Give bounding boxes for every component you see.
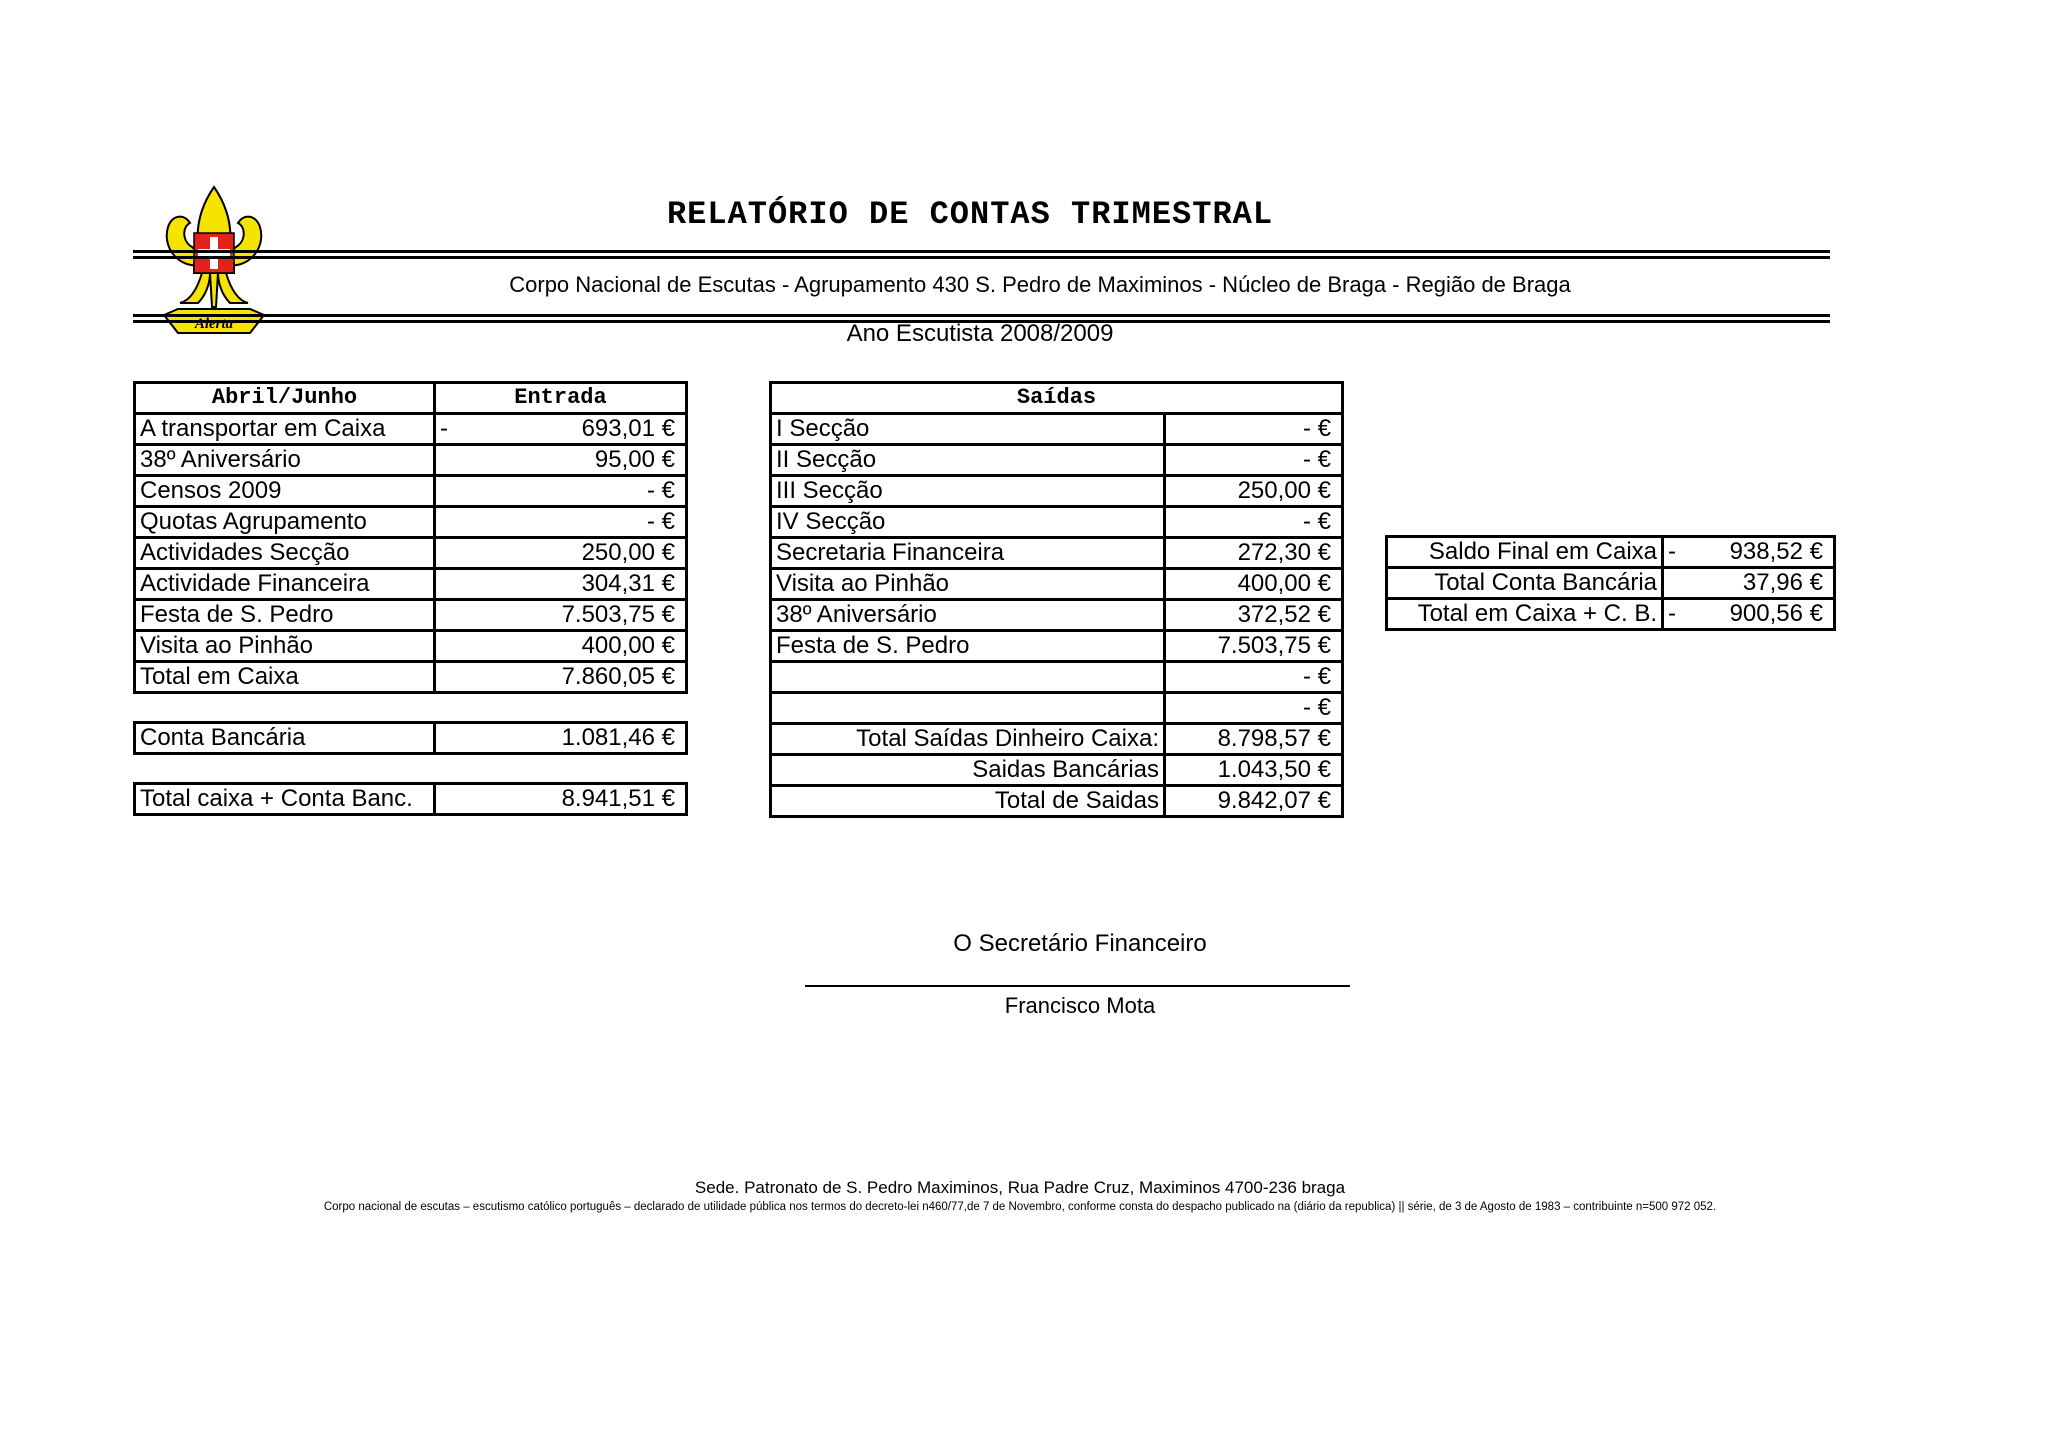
organization-subtitle: Corpo Nacional de Escutas - Agrupamento 430 S. Pedro de Maximinos - Núcleo de Braga - Região de Braga — [509, 272, 1571, 297]
amount: 693,01 € — [581, 415, 675, 442]
logo-motto: Alerta — [194, 316, 234, 332]
footer-legal: Corpo nacional de escutas – escutismo católico português – declarado de utilidade pública nos termos do decreto-lei n460/77,de 7 de Novembro, conforme consta do despacho publicado na (diário da republica) || série, de 3 de Agosto de 1983 – contribuinte n=500 972 052. — [323, 1201, 1717, 1213]
row-value: - € — [1165, 445, 1343, 476]
saldo-value — [1663, 568, 1835, 599]
table-row — [771, 662, 1343, 693]
total-label: Total Saídas Dinheiro Caixa: — [771, 724, 1165, 755]
table-row — [771, 631, 1343, 662]
row-value: - € — [1165, 507, 1343, 538]
row-label: Visita ao Pinhão — [771, 569, 1165, 600]
table-row — [1387, 568, 1835, 599]
footer-address: Sede. Patronato de S. Pedro Maximinos, Rua Padre Cruz, Maximinos 4700-236 braga — [694, 1178, 1346, 1197]
table-row — [771, 693, 1343, 724]
row-label: 38º Aniversário — [771, 600, 1165, 631]
table-row — [135, 507, 687, 538]
row-value: - € — [1165, 414, 1343, 445]
table-row — [135, 662, 687, 693]
row-value: 400,00 € — [1165, 569, 1343, 600]
saidas-table — [769, 381, 1344, 818]
total-label: Total de Saidas — [771, 786, 1165, 817]
row-label: I Secção — [771, 414, 1165, 445]
row-label: Total em Caixa — [135, 662, 435, 693]
table-row — [771, 600, 1343, 631]
scout-year: Ano Escutista 2008/2009 — [846, 320, 1114, 347]
table-row — [1387, 599, 1835, 630]
table-row — [771, 414, 1343, 445]
row-value: - € — [1165, 662, 1343, 693]
bank-row — [135, 723, 687, 754]
saidas-total-row — [771, 724, 1343, 755]
total-label: Saidas Bancárias — [771, 755, 1165, 786]
table-row — [771, 507, 1343, 538]
row-label: III Secção — [771, 476, 1165, 507]
spacer-row — [135, 693, 687, 723]
amount: 37,96 € — [1742, 569, 1823, 596]
negative-sign: - — [440, 415, 448, 442]
saldo-label: Saldo Final em Caixa — [1387, 537, 1663, 568]
row-label: II Secção — [771, 445, 1165, 476]
row-value: - € — [1165, 693, 1343, 724]
table-row — [135, 569, 687, 600]
table-row — [771, 538, 1343, 569]
row-label: Festa de S. Pedro — [135, 600, 435, 631]
table-row — [771, 569, 1343, 600]
row-value: 7.503,75 € — [435, 600, 687, 631]
row-label: Quotas Agrupamento — [135, 507, 435, 538]
grand-total-label: Total caixa + Conta Banc. — [135, 784, 435, 815]
total-value: 8.798,57 € — [1165, 724, 1343, 755]
table-row — [135, 600, 687, 631]
row-value: 250,00 € — [435, 538, 687, 569]
spacer-row — [135, 754, 687, 784]
signature-name: Francisco Mota — [1004, 993, 1156, 1018]
row-value: 7.860,05 € — [435, 662, 687, 693]
total-value: 1.043,50 € — [1165, 755, 1343, 786]
row-label: Festa de S. Pedro — [771, 631, 1165, 662]
table-row — [135, 445, 687, 476]
table-row — [135, 538, 687, 569]
saidas-header: Saídas — [771, 383, 1343, 414]
col-period-header: Abril/Junho — [135, 383, 435, 414]
amount: 938,52 € — [1729, 538, 1823, 565]
entradas-header-row — [135, 383, 687, 414]
row-label: Secretaria Financeira — [771, 538, 1165, 569]
col-entrada-header: Entrada — [435, 383, 687, 414]
row-label: Actividade Financeira — [135, 569, 435, 600]
row-label: A transportar em Caixa — [135, 414, 435, 445]
signature-line — [805, 985, 1350, 987]
row-value: 372,52 € — [1165, 600, 1343, 631]
header-rule-top — [133, 250, 1830, 259]
row-label: IV Secção — [771, 507, 1165, 538]
negative-sign: - — [1668, 538, 1676, 565]
row-value — [435, 414, 687, 445]
saldo-label: Total Conta Bancária — [1387, 568, 1663, 599]
row-label — [771, 693, 1165, 724]
entradas-table — [133, 381, 688, 816]
row-label: Actividades Secção — [135, 538, 435, 569]
row-value: 95,00 € — [435, 445, 687, 476]
total-value: 9.842,07 € — [1165, 786, 1343, 817]
amount: 900,56 € — [1729, 600, 1823, 627]
grand-total-row — [135, 784, 687, 815]
report-title: RELATÓRIO DE CONTAS TRIMESTRAL — [666, 196, 1274, 233]
bank-label: Conta Bancária — [135, 723, 435, 754]
row-value: 304,31 € — [435, 569, 687, 600]
row-value: - € — [435, 476, 687, 507]
negative-sign: - — [1668, 600, 1676, 627]
grand-total-value: 8.941,51 € — [435, 784, 687, 815]
table-row — [135, 414, 687, 445]
row-label: 38º Aniversário — [135, 445, 435, 476]
saldo-value — [1663, 599, 1835, 630]
table-row — [1387, 537, 1835, 568]
saldo-label: Total em Caixa + C. B. — [1387, 599, 1663, 630]
table-row — [771, 445, 1343, 476]
row-label: Visita ao Pinhão — [135, 631, 435, 662]
saidas-total-row — [771, 786, 1343, 817]
row-value: - € — [435, 507, 687, 538]
row-value: 250,00 € — [1165, 476, 1343, 507]
saidas-total-row — [771, 755, 1343, 786]
table-row — [135, 476, 687, 507]
row-value: 400,00 € — [435, 631, 687, 662]
table-row — [135, 631, 687, 662]
saldo-value — [1663, 537, 1835, 568]
bank-value: 1.081,46 € — [435, 723, 687, 754]
row-value: 272,30 € — [1165, 538, 1343, 569]
row-label — [771, 662, 1165, 693]
saldo-table — [1385, 535, 1836, 631]
row-label: Censos 2009 — [135, 476, 435, 507]
saidas-header-row — [771, 383, 1343, 414]
signature-role: O Secretário Financeiro — [953, 930, 1207, 957]
row-value: 7.503,75 € — [1165, 631, 1343, 662]
table-row — [771, 476, 1343, 507]
